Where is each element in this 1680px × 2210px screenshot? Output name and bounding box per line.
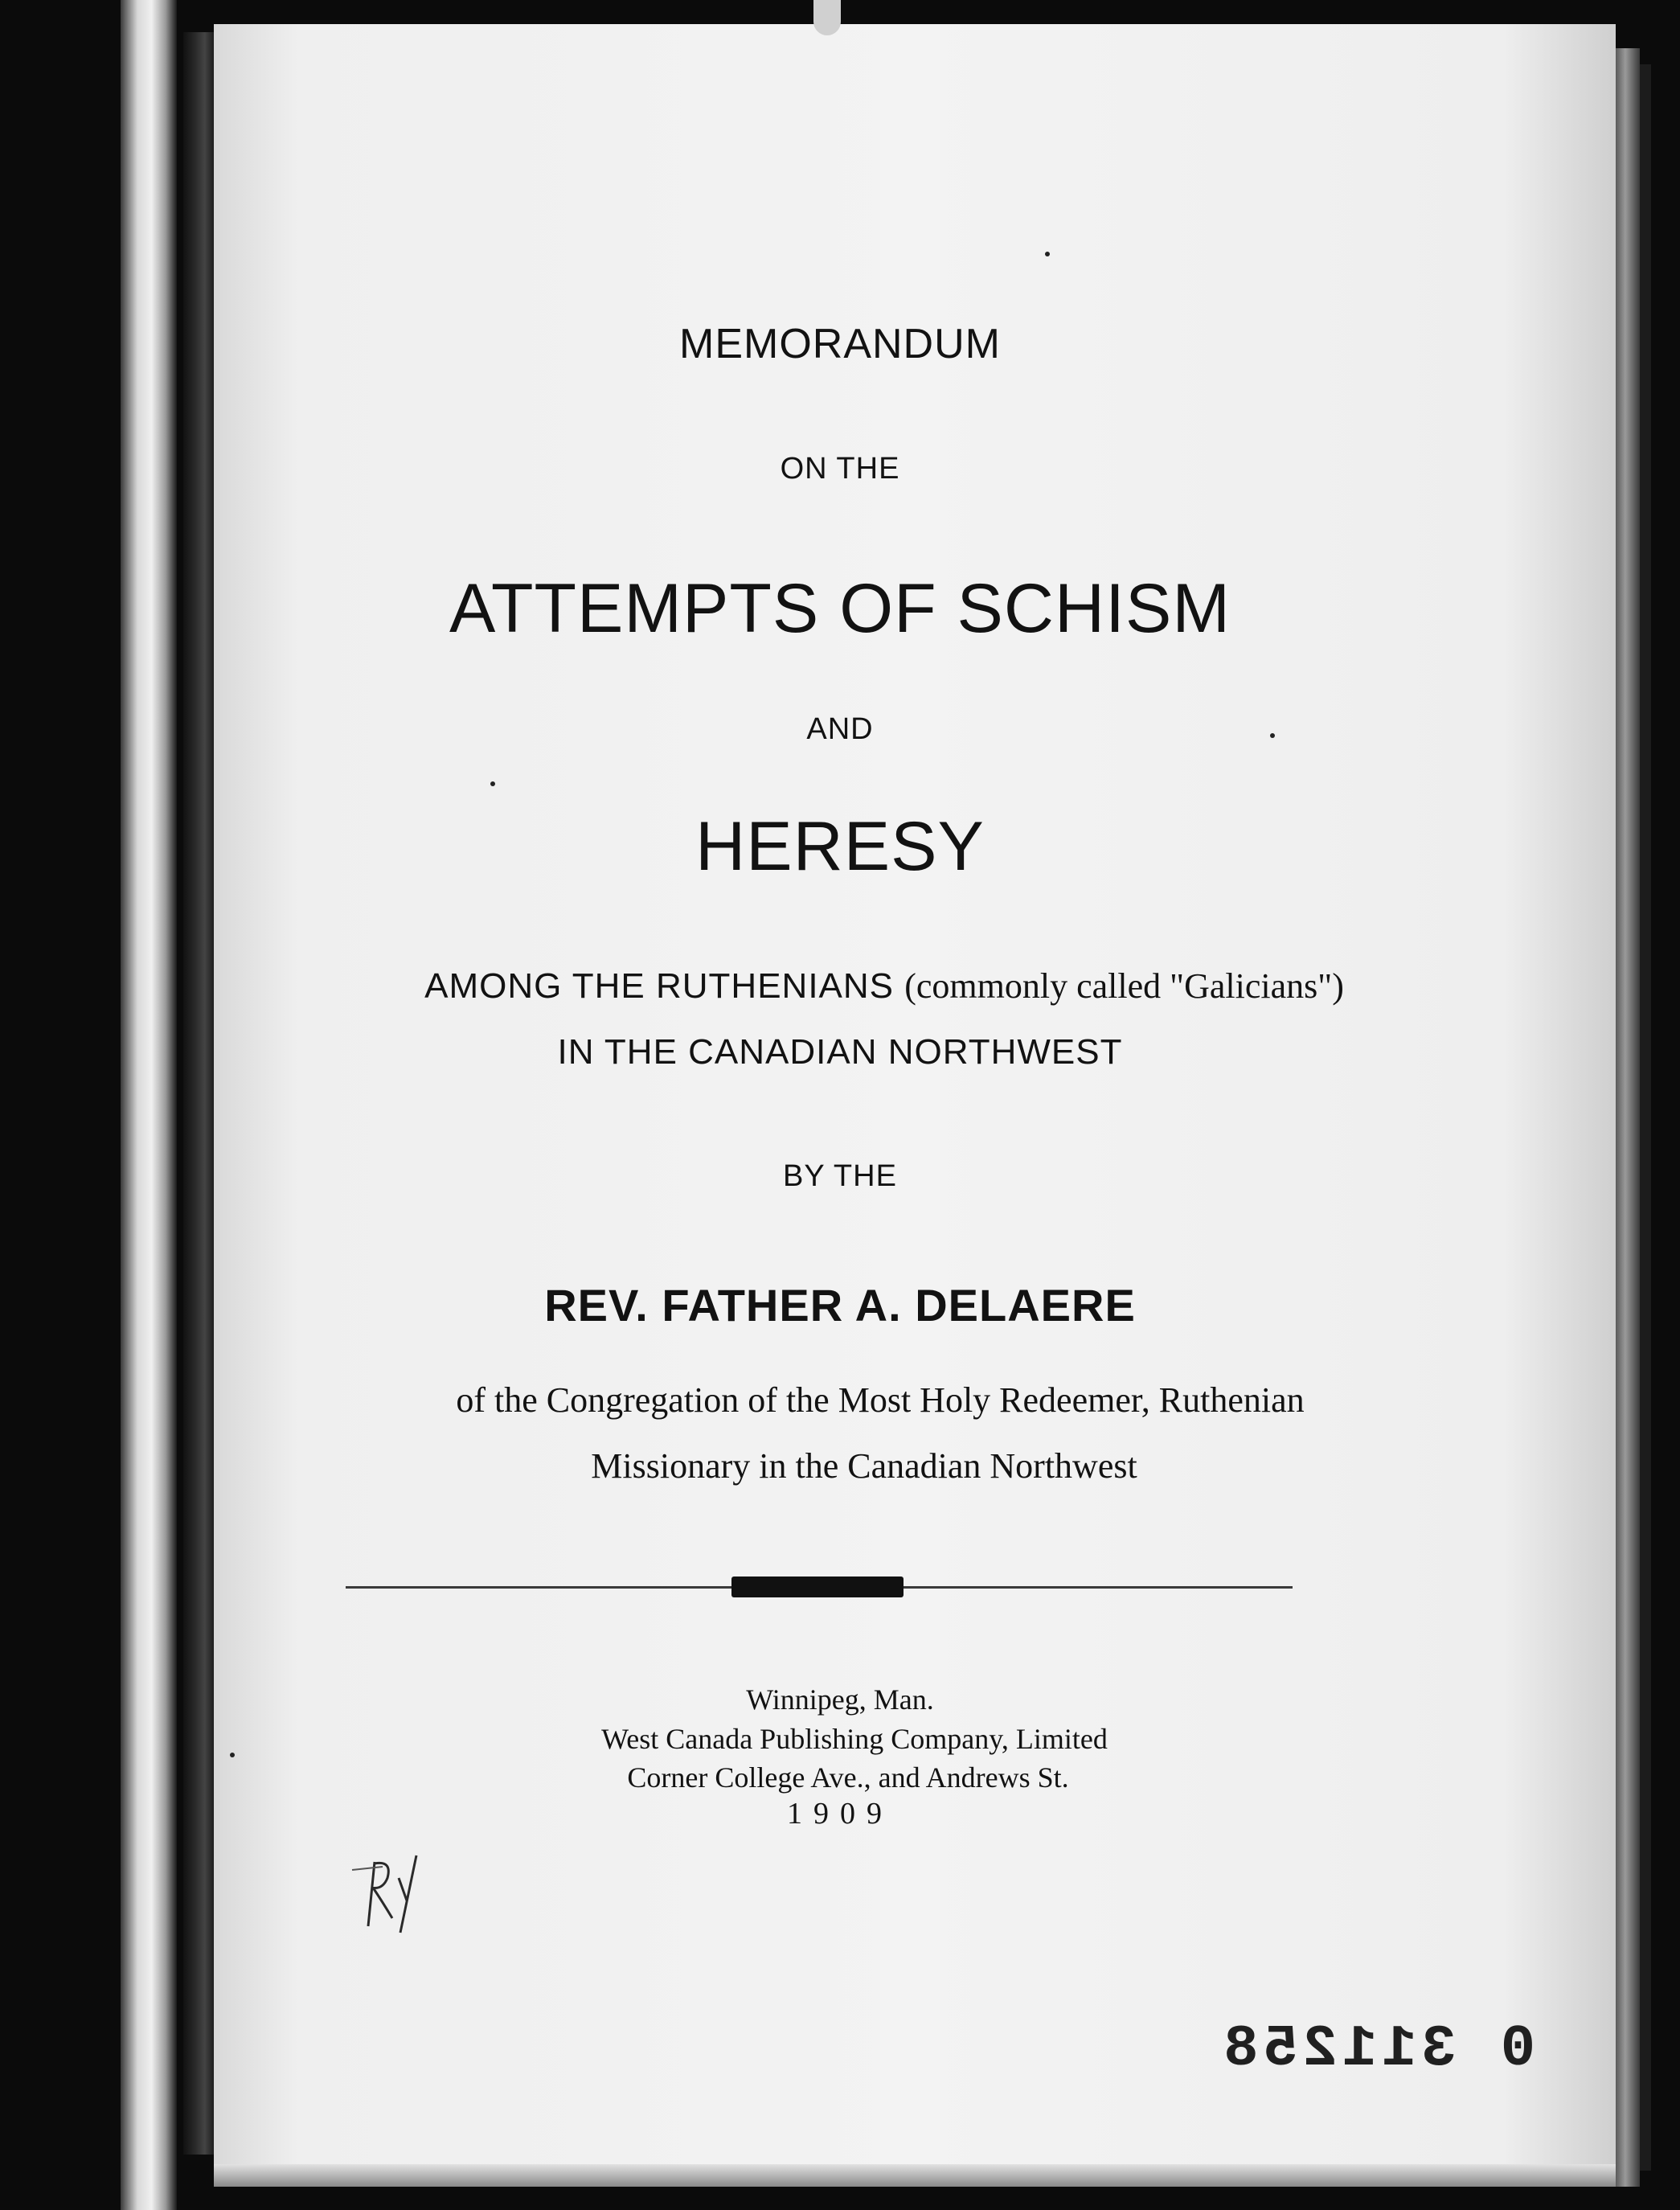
subtitle-galicians-note: (commonly called "Galicians") [904,966,1344,1006]
heading-on-the: ON THE [780,452,900,486]
ink-speck [230,1753,235,1757]
subtitle-canadian-northwest: IN THE CANADIAN NORTHWEST [557,1032,1123,1072]
imprint-city: Winnipeg, Man. [746,1683,934,1716]
imprint-year: 1909 [787,1797,893,1831]
author-name: REV. FATHER A. DELAERE [544,1280,1136,1331]
author-affiliation-line2: Missionary in the Canadian Northwest [591,1446,1137,1486]
handwritten-mark [350,1846,431,1934]
subtitle-ruthenians [0,966,1680,1007]
page-outer-edge [1640,64,1651,2171]
subtitle-ruthenians-caps: AMONG THE RUTHENIANS [424,966,905,1006]
heading-and: AND [806,712,874,746]
author-affiliation-line1: of the Congregation of the Most Holy Redeemer, Ruthenian [456,1380,1305,1420]
ink-speck [1045,252,1050,256]
top-notch [813,0,841,35]
main-title-attempts: ATTEMPTS OF SCHISM [449,570,1231,647]
imprint-address: Corner College Ave., and Andrews St. [627,1761,1069,1794]
ink-speck [490,781,495,786]
imprint-publisher: West Canada Publishing Company, Limited [601,1723,1108,1755]
decorative-rule-center-bar [731,1577,904,1597]
main-title-heresy: HERESY [695,808,985,885]
ink-speck [1270,733,1275,738]
library-stamp-number: 0 311258 [1219,2016,1535,2082]
heading-by-the: BY THE [783,1159,897,1193]
page-right-edge [1616,48,1640,2187]
heading-memorandum: MEMORANDUM [679,321,1001,367]
page-bottom-shadow [214,2164,1616,2187]
